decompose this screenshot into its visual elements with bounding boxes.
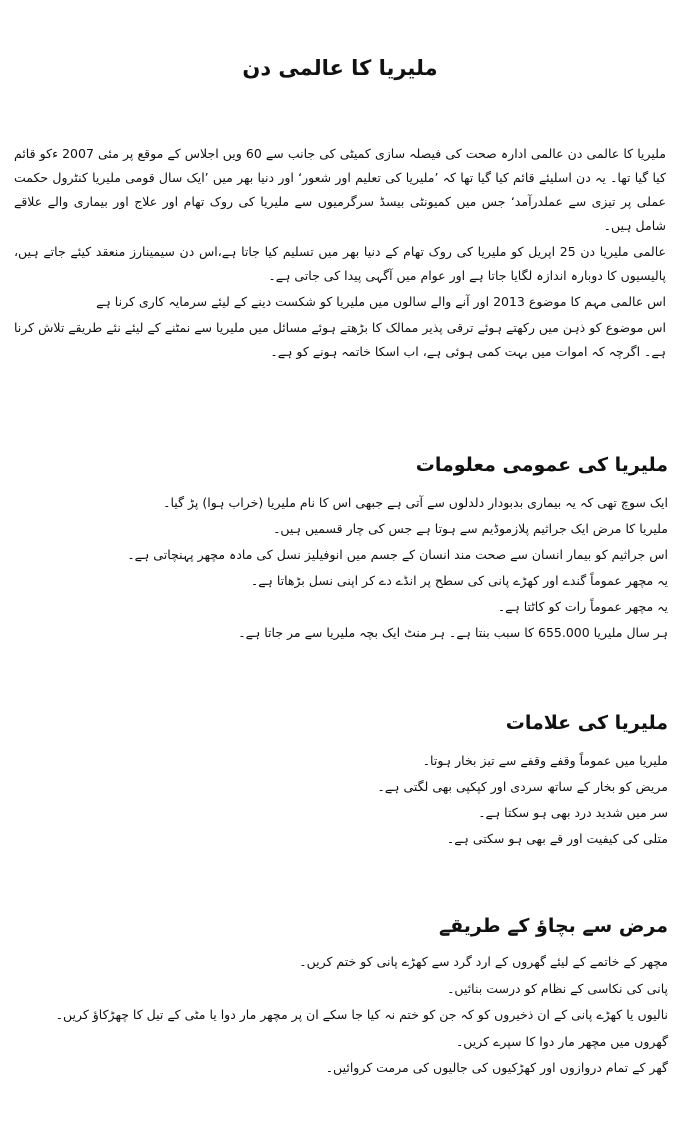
list-item: پانی کی نکاسی کے نظام کو درست بنائیں۔ (447, 980, 668, 996)
list-item: نالیوں یا کھڑے پانی کے ان ذخیروں کو کہ جن کو ختم نہ کیا جا سکے ان پر مچھر مار دوا یا مٹی کے تیل کا چھڑکاؤ کریں۔ (55, 1007, 668, 1022)
list-item: ملیریا کا مرض ایک جراثیم پلازموڈیم سے ہوتا ہے جس کی چار قسمیں ہیں۔ (273, 521, 668, 536)
general-info-heading: ملیریا کی عمومی معلومات (415, 454, 668, 476)
list-item: ملیریا میں عموماً وقفے وقفے سے تیز بخار ہوتا۔ (422, 753, 668, 768)
symptoms-heading: ملیریا کی علامات (505, 712, 668, 734)
list-item: متلی کی کیفیت اور قے بھی ہو سکتی ہے۔ (446, 831, 668, 846)
intro-paragraph: اس عالمی مہم کا موضوع 2013 اور آنے والے سالوں میں ملیریا کو شکست دینے کے لیئے سرمایہ کاری کرنا ہے (96, 294, 666, 309)
list-item: اس جراثیم کو بیمار انسان سے صحت مند انسان کے جسم میں انوفیلیز نسل کی مادہ مچھر پہنچاتی ہے۔ (127, 547, 668, 562)
general-info-list (28, 490, 668, 646)
intro-paragraph: ملیریا کا عالمی دن عالمی ادارہ صحت کی فیصلہ سازی کمیٹی کی جانب سے 60 ویں اجلاس کے موقع پر مئی 2007 ءکو قائم کیا گیا تھا۔ یہ دن اسلیئے قائم کیا گیا تھا کہ ’ملیریا کی تعلیم اور شعور‘ اور دنیا بھر میں ’ایک سال قومی ملیریا کنٹرول حکمت عملی پر تیزی سے عملدرآمد‘ جس میں کمیونٹی بیسڈ سرگرمیوں سے ملیریا کی روک تھام اور علاج اور بیماری والے علاقے شامل ہیں۔ (14, 146, 666, 233)
list-item: یہ مچھر عموماً گندے اور کھڑے پانی کی سطح پر انڈے دے کر اپنی نسل بڑھاتا ہے۔ (250, 573, 668, 588)
intro-paragraph: اس موضوع کو ذہن میں رکھتے ہوئے ترقی پذیر ممالک کا بڑھتے ہوئے مسائل میں ملیریا سے نمٹنے کے لیئے نئے طریقے تلاش کرنا ہے۔ اگرچہ کہ اموات میں بہت کمی ہوئی ہے، اب اسکا خاتمہ ہونے کو ہے۔ (14, 320, 666, 359)
page-title: ملیریا کا عالمی دن (242, 56, 438, 80)
intro-section (14, 142, 666, 366)
prevention-list (28, 949, 668, 1082)
list-item: ایک سوچ تھی کہ یہ بیماری بدبودار دلدلوں سے آتی ہے جبھی اس کا نام ملیریا (خراب ہوا) پڑ گیا۔ (163, 495, 668, 510)
list-item: مچھر کے خاتمے کے لیئے گھروں کے ارد گرد سے کھڑے پانی کو ختم کریں۔ (299, 954, 668, 969)
symptoms-section (28, 710, 668, 852)
list-item: سر میں شدید درد بھی ہو سکتا ہے۔ (478, 805, 668, 820)
prevention-heading: مرض سے بچاؤ کے طریقے (438, 915, 668, 937)
prevention-section (28, 913, 668, 1082)
list-item: یہ مچھر عموماً رات کو کاٹتا ہے۔ (497, 599, 668, 614)
list-item: ہر سال ملیریا 655.000 کا سبب بنتا ہے۔ ہر منٹ ایک بچہ ملیریا سے مر جاتا ہے۔ (238, 625, 668, 640)
list-item: گھروں میں مچھر مار دوا کا سپرے کریں۔ (455, 1033, 668, 1049)
list-item: مریض کو بخار کے ساتھ سردی اور کپکپی بھی لگتی ہے۔ (377, 779, 668, 794)
general-info-section (28, 452, 668, 646)
list-item: گھر کے تمام دروازوں اور کھڑکیوں کی جالیوں کی مرمت کروائیں۔ (325, 1060, 668, 1075)
symptoms-list (28, 748, 668, 852)
intro-paragraph: عالمی ملیریا دن 25 اپریل کو ملیریا کی روک تھام کے دنیا بھر میں تسلیم کیا جاتا ہے،اس دن سیمینارز منعقد کیئے جاتے ہیں، پالیسیوں کا دوبارہ اندازہ لگایا جاتا ہے اور عوام میں آگہی پیدا کی جاتی ہے۔ (14, 244, 666, 283)
